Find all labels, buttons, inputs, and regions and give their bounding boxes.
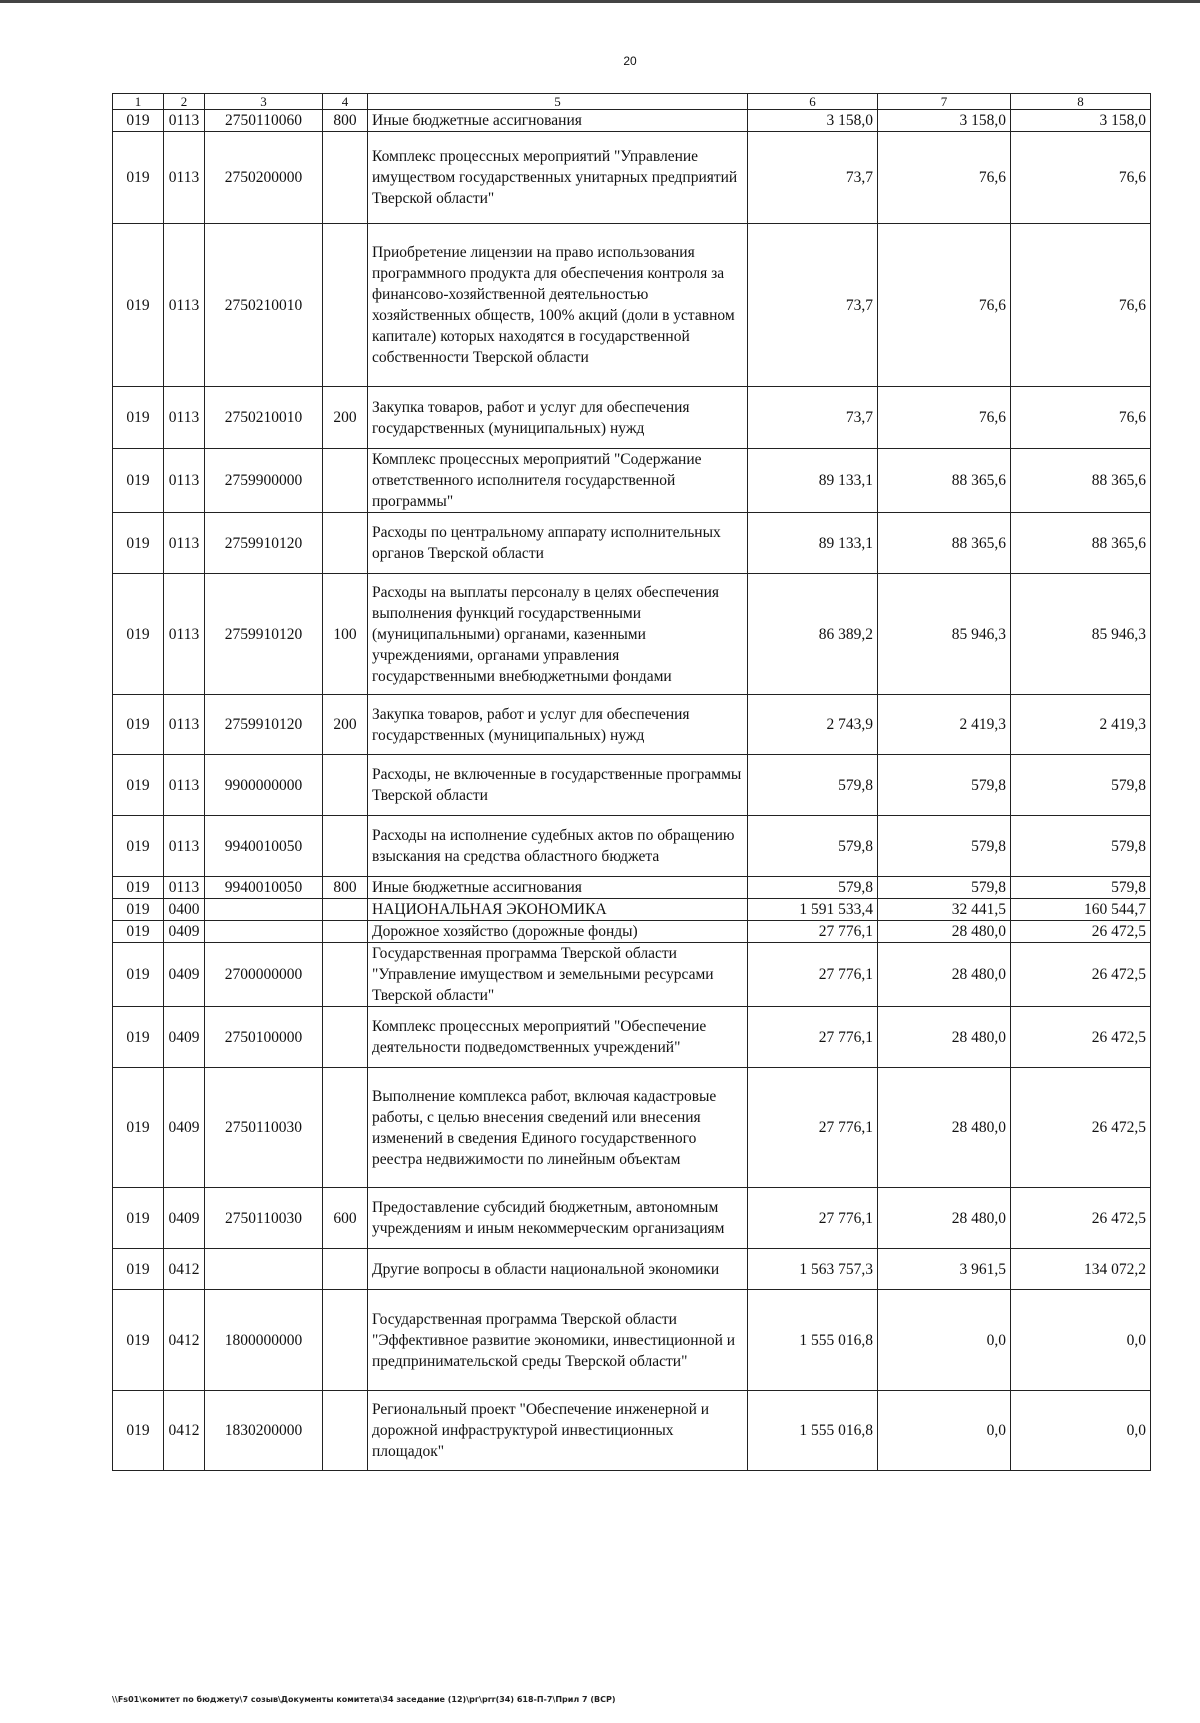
row-expense-type-cell bbox=[323, 899, 368, 921]
row-name-cell: Комплекс процессных мероприятий "Содержание ответственного исполнителя государственной программы" bbox=[368, 449, 748, 513]
row-section-cell: 0412 bbox=[164, 1290, 205, 1391]
row-amount-year1-cell: 73,7 bbox=[748, 224, 878, 387]
row-amount-year2-cell: 28 480,0 bbox=[878, 921, 1011, 943]
row-expense-type-cell bbox=[323, 224, 368, 387]
row-code-cell: 019 bbox=[113, 943, 164, 1007]
row-amount-year3-cell: 26 472,5 bbox=[1011, 1007, 1151, 1068]
row-section-cell: 0113 bbox=[164, 449, 205, 513]
row-name-cell: Приобретение лицензии на право использования программного продукта для обеспечения контроля за финансово-хозяйственной деятельностью хозяйственных обществ, 100% акций (доли в уставном капитале) которых находятся в государственной собственности Тверской области bbox=[368, 224, 748, 387]
row-amount-year2-cell: 88 365,6 bbox=[878, 513, 1011, 574]
row-name-cell: Предоставление субсидий бюджетным, автономным учреждениям и иным некоммерческим организациям bbox=[368, 1188, 748, 1249]
row-amount-year1-cell: 86 389,2 bbox=[748, 574, 878, 695]
table-row bbox=[113, 513, 1151, 574]
table-row bbox=[113, 1391, 1151, 1471]
row-target-cell: 2759910120 bbox=[205, 574, 323, 695]
table-row bbox=[113, 224, 1151, 387]
row-amount-year1-cell: 3 158,0 bbox=[748, 110, 878, 132]
row-name-cell: Государственная программа Тверской области "Эффективное развитие экономики, инвестиционной и предпринимательской среды Тверской области" bbox=[368, 1290, 748, 1391]
row-expense-type-cell: 600 bbox=[323, 1188, 368, 1249]
row-section-cell: 0113 bbox=[164, 755, 205, 816]
table-row bbox=[113, 695, 1151, 755]
row-expense-type-cell bbox=[323, 132, 368, 224]
row-amount-year2-cell: 579,8 bbox=[878, 877, 1011, 899]
row-section-cell: 0409 bbox=[164, 1007, 205, 1068]
row-name-cell: Расходы по центральному аппарату исполнительных органов Тверской области bbox=[368, 513, 748, 574]
row-section-cell: 0412 bbox=[164, 1391, 205, 1471]
row-amount-year1-cell: 73,7 bbox=[748, 132, 878, 224]
table-row bbox=[113, 1290, 1151, 1391]
row-expense-type-cell: 200 bbox=[323, 387, 368, 449]
row-target-cell: 9940010050 bbox=[205, 816, 323, 877]
column-header-6: 6 bbox=[748, 94, 878, 110]
row-name-cell: НАЦИОНАЛЬНАЯ ЭКОНОМИКА bbox=[368, 899, 748, 921]
row-section-cell: 0409 bbox=[164, 1068, 205, 1188]
row-expense-type-cell: 800 bbox=[323, 877, 368, 899]
row-code-cell: 019 bbox=[113, 1249, 164, 1290]
row-amount-year1-cell: 579,8 bbox=[748, 816, 878, 877]
row-amount-year2-cell: 579,8 bbox=[878, 816, 1011, 877]
row-amount-year3-cell: 76,6 bbox=[1011, 132, 1151, 224]
row-section-cell: 0113 bbox=[164, 695, 205, 755]
row-amount-year3-cell: 76,6 bbox=[1011, 224, 1151, 387]
row-code-cell: 019 bbox=[113, 755, 164, 816]
row-code-cell: 019 bbox=[113, 110, 164, 132]
column-header-3: 3 bbox=[205, 94, 323, 110]
row-amount-year2-cell: 28 480,0 bbox=[878, 1188, 1011, 1249]
row-code-cell: 019 bbox=[113, 877, 164, 899]
row-amount-year3-cell: 579,8 bbox=[1011, 755, 1151, 816]
header-row bbox=[113, 94, 1151, 110]
row-expense-type-cell bbox=[323, 449, 368, 513]
page-number: 20 bbox=[623, 54, 637, 68]
row-amount-year2-cell: 28 480,0 bbox=[878, 943, 1011, 1007]
row-section-cell: 0113 bbox=[164, 816, 205, 877]
row-amount-year3-cell: 85 946,3 bbox=[1011, 574, 1151, 695]
column-header-2: 2 bbox=[164, 94, 205, 110]
row-section-cell: 0409 bbox=[164, 1188, 205, 1249]
row-amount-year3-cell: 26 472,5 bbox=[1011, 921, 1151, 943]
column-header-1: 1 bbox=[113, 94, 164, 110]
row-section-cell: 0400 bbox=[164, 899, 205, 921]
table-row bbox=[113, 943, 1151, 1007]
row-amount-year3-cell: 160 544,7 bbox=[1011, 899, 1151, 921]
row-code-cell: 019 bbox=[113, 387, 164, 449]
row-name-cell: Закупка товаров, работ и услуг для обеспечения государственных (муниципальных) нужд bbox=[368, 695, 748, 755]
row-amount-year3-cell: 26 472,5 bbox=[1011, 1068, 1151, 1188]
row-expense-type-cell bbox=[323, 513, 368, 574]
row-section-cell: 0113 bbox=[164, 110, 205, 132]
row-name-cell: Расходы на выплаты персоналу в целях обеспечения выполнения функций государственными (муниципальными) органами, казенными учреждениями, органами управления государственными внебюджетными фондами bbox=[368, 574, 748, 695]
row-expense-type-cell bbox=[323, 921, 368, 943]
row-target-cell: 2750110030 bbox=[205, 1188, 323, 1249]
row-name-cell: Другие вопросы в области национальной экономики bbox=[368, 1249, 748, 1290]
row-amount-year3-cell: 579,8 bbox=[1011, 877, 1151, 899]
row-amount-year1-cell: 1 591 533,4 bbox=[748, 899, 878, 921]
row-code-cell: 019 bbox=[113, 574, 164, 695]
table-row bbox=[113, 1188, 1151, 1249]
row-amount-year3-cell: 579,8 bbox=[1011, 816, 1151, 877]
row-amount-year1-cell: 27 776,1 bbox=[748, 921, 878, 943]
row-name-cell: Закупка товаров, работ и услуг для обеспечения государственных (муниципальных) нужд bbox=[368, 387, 748, 449]
row-expense-type-cell: 800 bbox=[323, 110, 368, 132]
row-section-cell: 0412 bbox=[164, 1249, 205, 1290]
row-section-cell: 0113 bbox=[164, 224, 205, 387]
row-name-cell: Комплекс процессных мероприятий "Обеспечение деятельности подведомственных учреждений" bbox=[368, 1007, 748, 1068]
table-row bbox=[113, 449, 1151, 513]
table-row bbox=[113, 755, 1151, 816]
row-amount-year2-cell: 85 946,3 bbox=[878, 574, 1011, 695]
row-name-cell: Расходы, не включенные в государственные программы Тверской области bbox=[368, 755, 748, 816]
row-amount-year1-cell: 89 133,1 bbox=[748, 449, 878, 513]
row-amount-year2-cell: 88 365,6 bbox=[878, 449, 1011, 513]
row-amount-year3-cell: 88 365,6 bbox=[1011, 513, 1151, 574]
row-section-cell: 0409 bbox=[164, 921, 205, 943]
row-amount-year1-cell: 1 555 016,8 bbox=[748, 1290, 878, 1391]
row-section-cell: 0113 bbox=[164, 574, 205, 695]
row-amount-year2-cell: 3 158,0 bbox=[878, 110, 1011, 132]
row-name-cell: Расходы на исполнение судебных актов по обращению взыскания на средства областного бюджета bbox=[368, 816, 748, 877]
table-row bbox=[113, 899, 1151, 921]
row-name-cell: Дорожное хозяйство (дорожные фонды) bbox=[368, 921, 748, 943]
row-amount-year1-cell: 27 776,1 bbox=[748, 1188, 878, 1249]
table-row bbox=[113, 1007, 1151, 1068]
row-target-cell bbox=[205, 1249, 323, 1290]
row-code-cell: 019 bbox=[113, 1391, 164, 1471]
row-amount-year2-cell: 32 441,5 bbox=[878, 899, 1011, 921]
row-amount-year3-cell: 3 158,0 bbox=[1011, 110, 1151, 132]
row-target-cell: 2750100000 bbox=[205, 1007, 323, 1068]
row-amount-year3-cell: 2 419,3 bbox=[1011, 695, 1151, 755]
row-amount-year2-cell: 579,8 bbox=[878, 755, 1011, 816]
row-amount-year3-cell: 26 472,5 bbox=[1011, 1188, 1151, 1249]
row-target-cell: 9900000000 bbox=[205, 755, 323, 816]
row-amount-year2-cell: 28 480,0 bbox=[878, 1007, 1011, 1068]
row-amount-year1-cell: 89 133,1 bbox=[748, 513, 878, 574]
row-name-cell: Комплекс процессных мероприятий "Управление имуществом государственных унитарных предприятий Тверской области" bbox=[368, 132, 748, 224]
row-expense-type-cell: 200 bbox=[323, 695, 368, 755]
row-section-cell: 0113 bbox=[164, 132, 205, 224]
row-code-cell: 019 bbox=[113, 513, 164, 574]
row-code-cell: 019 bbox=[113, 921, 164, 943]
footer-file-path: \\Fs01\комитет по бюджету\7 созыв\Документы комитета\34 заседание (12)\рг\prr(34) 618-П-7\Прил 7 (ВСР) bbox=[112, 1695, 616, 1704]
table-row bbox=[113, 110, 1151, 132]
row-amount-year2-cell: 28 480,0 bbox=[878, 1068, 1011, 1188]
budget-table bbox=[112, 93, 1151, 1471]
column-header-4: 4 bbox=[323, 94, 368, 110]
row-section-cell: 0113 bbox=[164, 513, 205, 574]
row-amount-year2-cell: 2 419,3 bbox=[878, 695, 1011, 755]
row-target-cell: 1830200000 bbox=[205, 1391, 323, 1471]
row-expense-type-cell: 100 bbox=[323, 574, 368, 695]
row-section-cell: 0113 bbox=[164, 877, 205, 899]
row-amount-year2-cell: 76,6 bbox=[878, 224, 1011, 387]
table-row bbox=[113, 877, 1151, 899]
row-amount-year1-cell: 2 743,9 bbox=[748, 695, 878, 755]
table-row bbox=[113, 574, 1151, 695]
row-amount-year3-cell: 76,6 bbox=[1011, 387, 1151, 449]
row-expense-type-cell bbox=[323, 1290, 368, 1391]
row-target-cell bbox=[205, 921, 323, 943]
row-amount-year3-cell: 88 365,6 bbox=[1011, 449, 1151, 513]
column-header-5: 5 bbox=[368, 94, 748, 110]
table-row bbox=[113, 816, 1151, 877]
row-target-cell: 2750110060 bbox=[205, 110, 323, 132]
row-code-cell: 019 bbox=[113, 224, 164, 387]
row-code-cell: 019 bbox=[113, 449, 164, 513]
row-target-cell: 2759910120 bbox=[205, 695, 323, 755]
column-header-8: 8 bbox=[1011, 94, 1151, 110]
row-amount-year1-cell: 27 776,1 bbox=[748, 1007, 878, 1068]
row-section-cell: 0113 bbox=[164, 387, 205, 449]
row-code-cell: 019 bbox=[113, 695, 164, 755]
row-amount-year3-cell: 134 072,2 bbox=[1011, 1249, 1151, 1290]
row-target-cell: 2759900000 bbox=[205, 449, 323, 513]
row-expense-type-cell bbox=[323, 816, 368, 877]
row-amount-year1-cell: 1 563 757,3 bbox=[748, 1249, 878, 1290]
row-amount-year1-cell: 73,7 bbox=[748, 387, 878, 449]
row-name-cell: Иные бюджетные ассигнования bbox=[368, 110, 748, 132]
row-code-cell: 019 bbox=[113, 1007, 164, 1068]
row-target-cell: 2750210010 bbox=[205, 387, 323, 449]
row-target-cell bbox=[205, 899, 323, 921]
row-code-cell: 019 bbox=[113, 1068, 164, 1188]
row-name-cell: Выполнение комплекса работ, включая кадастровые работы, с целью внесения сведений или внесения изменений в сведения Единого государственного реестра недвижимости по линейным объектам bbox=[368, 1068, 748, 1188]
row-section-cell: 0409 bbox=[164, 943, 205, 1007]
row-name-cell: Региональный проект "Обеспечение инженерной и дорожной инфраструктурой инвестиционных площадок" bbox=[368, 1391, 748, 1471]
row-expense-type-cell bbox=[323, 755, 368, 816]
table-body bbox=[113, 110, 1151, 1471]
table-row bbox=[113, 921, 1151, 943]
top-rule bbox=[0, 0, 1200, 3]
row-code-cell: 019 bbox=[113, 132, 164, 224]
row-amount-year1-cell: 1 555 016,8 bbox=[748, 1391, 878, 1471]
row-target-cell: 2750110030 bbox=[205, 1068, 323, 1188]
row-expense-type-cell bbox=[323, 1249, 368, 1290]
row-target-cell: 9940010050 bbox=[205, 877, 323, 899]
table-row bbox=[113, 387, 1151, 449]
row-expense-type-cell bbox=[323, 943, 368, 1007]
row-name-cell: Иные бюджетные ассигнования bbox=[368, 877, 748, 899]
row-target-cell: 2750210010 bbox=[205, 224, 323, 387]
row-code-cell: 019 bbox=[113, 1188, 164, 1249]
row-amount-year1-cell: 579,8 bbox=[748, 755, 878, 816]
row-code-cell: 019 bbox=[113, 816, 164, 877]
row-amount-year2-cell: 76,6 bbox=[878, 132, 1011, 224]
row-amount-year2-cell: 76,6 bbox=[878, 387, 1011, 449]
row-code-cell: 019 bbox=[113, 1290, 164, 1391]
row-amount-year3-cell: 26 472,5 bbox=[1011, 943, 1151, 1007]
table-row bbox=[113, 1249, 1151, 1290]
row-amount-year3-cell: 0,0 bbox=[1011, 1290, 1151, 1391]
column-header-7: 7 bbox=[878, 94, 1011, 110]
row-name-cell: Государственная программа Тверской области "Управление имуществом и земельными ресурсами Тверской области" bbox=[368, 943, 748, 1007]
row-amount-year3-cell: 0,0 bbox=[1011, 1391, 1151, 1471]
row-expense-type-cell bbox=[323, 1068, 368, 1188]
row-amount-year1-cell: 27 776,1 bbox=[748, 943, 878, 1007]
row-code-cell: 019 bbox=[113, 899, 164, 921]
row-target-cell: 2750200000 bbox=[205, 132, 323, 224]
row-expense-type-cell bbox=[323, 1391, 368, 1471]
row-target-cell: 2700000000 bbox=[205, 943, 323, 1007]
row-target-cell: 2759910120 bbox=[205, 513, 323, 574]
row-expense-type-cell bbox=[323, 1007, 368, 1068]
table-row bbox=[113, 1068, 1151, 1188]
table-row bbox=[113, 132, 1151, 224]
row-amount-year2-cell: 0,0 bbox=[878, 1391, 1011, 1471]
row-amount-year2-cell: 0,0 bbox=[878, 1290, 1011, 1391]
row-amount-year1-cell: 579,8 bbox=[748, 877, 878, 899]
row-amount-year1-cell: 27 776,1 bbox=[748, 1068, 878, 1188]
row-target-cell: 1800000000 bbox=[205, 1290, 323, 1391]
row-amount-year2-cell: 3 961,5 bbox=[878, 1249, 1011, 1290]
